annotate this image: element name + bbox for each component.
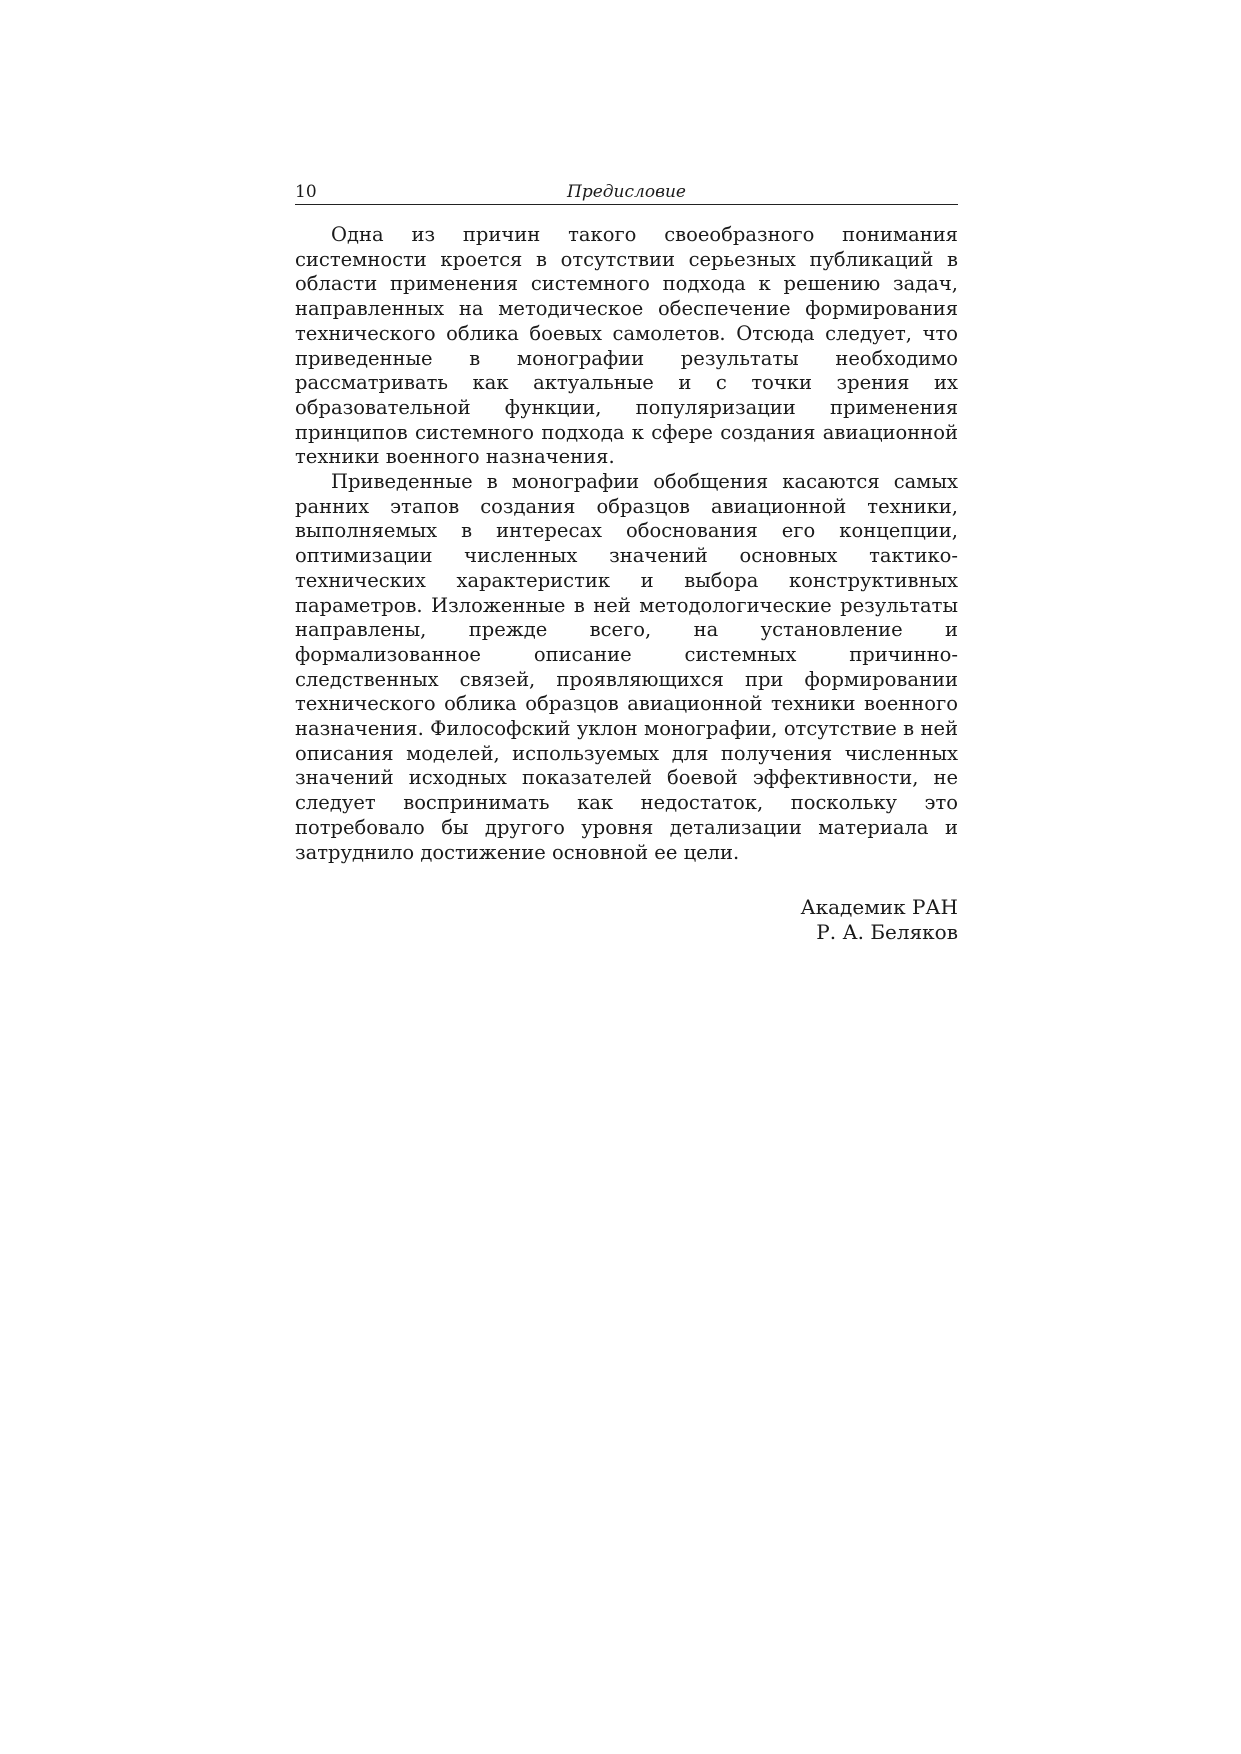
body-text [295, 223, 958, 865]
document-page [295, 180, 958, 945]
signature-name: Р. А. Беляков [816, 920, 958, 945]
section-title: Предисловие [567, 182, 686, 202]
paragraph-1: Одна из причин такого своеобразного понимания системности кроется в отсутствии серьезных публикаций в области применения системного подхода к решению задач, направленных на методическое обеспечение формирования технического облика боевых самолетов. Отсюда следует, что приведенные в монографии результаты необходимо рассматривать как актуальные и с точки зрения их образовательной функции, популяризации применения принципов системного подхода к сфере создания авиационной техники военного назначения. [295, 223, 958, 469]
paragraph-2: Приведенные в монографии обобщения касаются самых ранних этапов создания образцов авиационной техники, выполняемых в интересах обоснования его концепции, оптимизации численных значений основных тактико-технических характеристик и выбора конструктивных параметров. Изложенные в ней методологические результаты направлены, прежде всего, на установление и формализованное описание системных причинно-следственных связей, проявляющихся при формировании технического облика образцов авиационной техники военного назначения. Философский уклон монографии, отсутствие в ней описания моделей, используемых для получения численных значений исходных показателей боевой эффективности, не следует воспринимать как недостаток, поскольку это потребовало бы другого уровня детализации материала и затруднило достижение основной ее цели. [295, 470, 958, 864]
signature-block [295, 895, 958, 945]
signature-title: Академик РАН [800, 895, 958, 920]
page-number: 10 [295, 182, 317, 202]
running-header [295, 180, 958, 205]
